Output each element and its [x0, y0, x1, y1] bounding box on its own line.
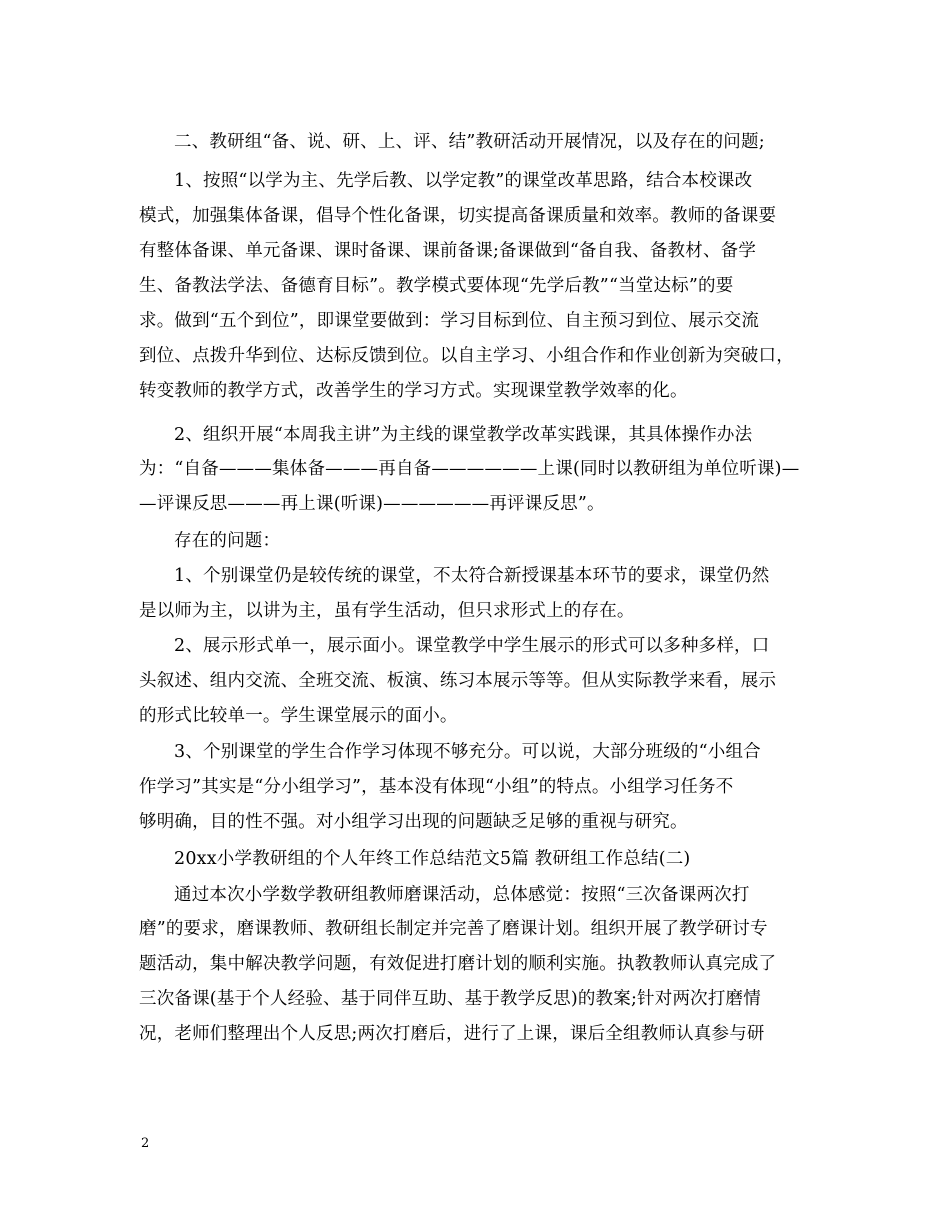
text-line: 磨”的要求，磨课教师、教研组长制定并完善了磨课计划。组织开展了教学研讨专 [139, 919, 768, 939]
text-line: 求。做到“五个到位”，即课堂要做到：学习目标到位、自主预习到位、展示交流 [139, 311, 760, 331]
text-line: 二、教研组“备、说、研、上、评、结”教研活动开展情况，以及存在的问题; [174, 132, 765, 152]
text-line: 题活动，集中解决教学问题，有效促进打磨计划的顺利实施。执教教师认真完成了 [139, 954, 777, 974]
text-line: 1、按照“以学为主、先学后教、以学定教”的课堂改革思路，结合本校课改 [174, 171, 753, 191]
section-heading: 存在的问题： [174, 531, 281, 551]
text-line: 作学习”其实是“分小组学习”，基本没有体现“小组”的特点。小组学习任务不 [139, 777, 734, 797]
page-number: 2 [141, 1136, 150, 1151]
text-line: 的形式比较单一。学生课堂展示的面小。 [139, 706, 458, 726]
text-line: 3、个别课堂的学生合作学习体现不够充分。可以说，大部分班级的“小组合 [174, 742, 761, 762]
text-line: 通过本次小学数学教研组教师磨课活动，总体感觉：按照“三次备课两次打 [174, 885, 750, 905]
text-line: 况，老师们整理出个人反思;两次打磨后，进行了上课，课后全组教师认真参与研 [139, 1024, 765, 1044]
text-line: 2、组织开展“本周我主讲”为主线的课堂教学改革实践课，其具体操作办法 [174, 425, 753, 445]
text-line: 三次备课(基于个人经验、基于同伴互助、基于教学反思)的教案;针对两次打磨情 [139, 989, 761, 1009]
text-line: 头叙述、组内交流、全班交流、板演、练习本展示等等。但从实际教学来看，展示 [139, 671, 777, 691]
text-line: 为：“自备———集体备———再自备——————上课(同时以教研组为单位听课)— [139, 459, 800, 479]
text-line: 有整体备课、单元备课、课时备课、课前备课;备课做到“备自我、备教材、备学 [139, 241, 757, 261]
text-line: 是以师为主，以讲为主，虽有学生活动，但只求形式上的存在。 [139, 601, 635, 621]
text-line: 2、展示形式单一，展示面小。课堂教学中学生展示的形式可以多种多样，口 [174, 636, 770, 656]
text-line: 模式，加强集体备课，倡导个性化备课，切实提高备课质量和效率。教师的备课要 [139, 206, 777, 226]
text-line: 转变教师的教学方式，改善学生的学习方式。实现课堂教学效率的化。 [139, 381, 688, 401]
section-heading: 20xx小学教研组的个人年终工作总结范文5篇 教研组工作总结(二) [174, 849, 691, 869]
text-line: 够明确，目的性不强。对小组学习出现的问题缺乏足够的重视与研究。 [139, 812, 688, 832]
text-line: 生、备教法学法、备德育目标”。教学模式要体现“先学后教”“当堂达标”的要 [139, 276, 734, 296]
text-line: 1、个别课堂仍是较传统的课堂，不太符合新授课基本环节的要求，课堂仍然 [174, 566, 770, 586]
text-line: —评课反思———再上课(听课)——————再评课反思”。 [139, 494, 605, 514]
text-line: 到位、点拨升华到位、达标反馈到位。以自主学习、小组合作和作业创新为突破口， [139, 346, 794, 366]
